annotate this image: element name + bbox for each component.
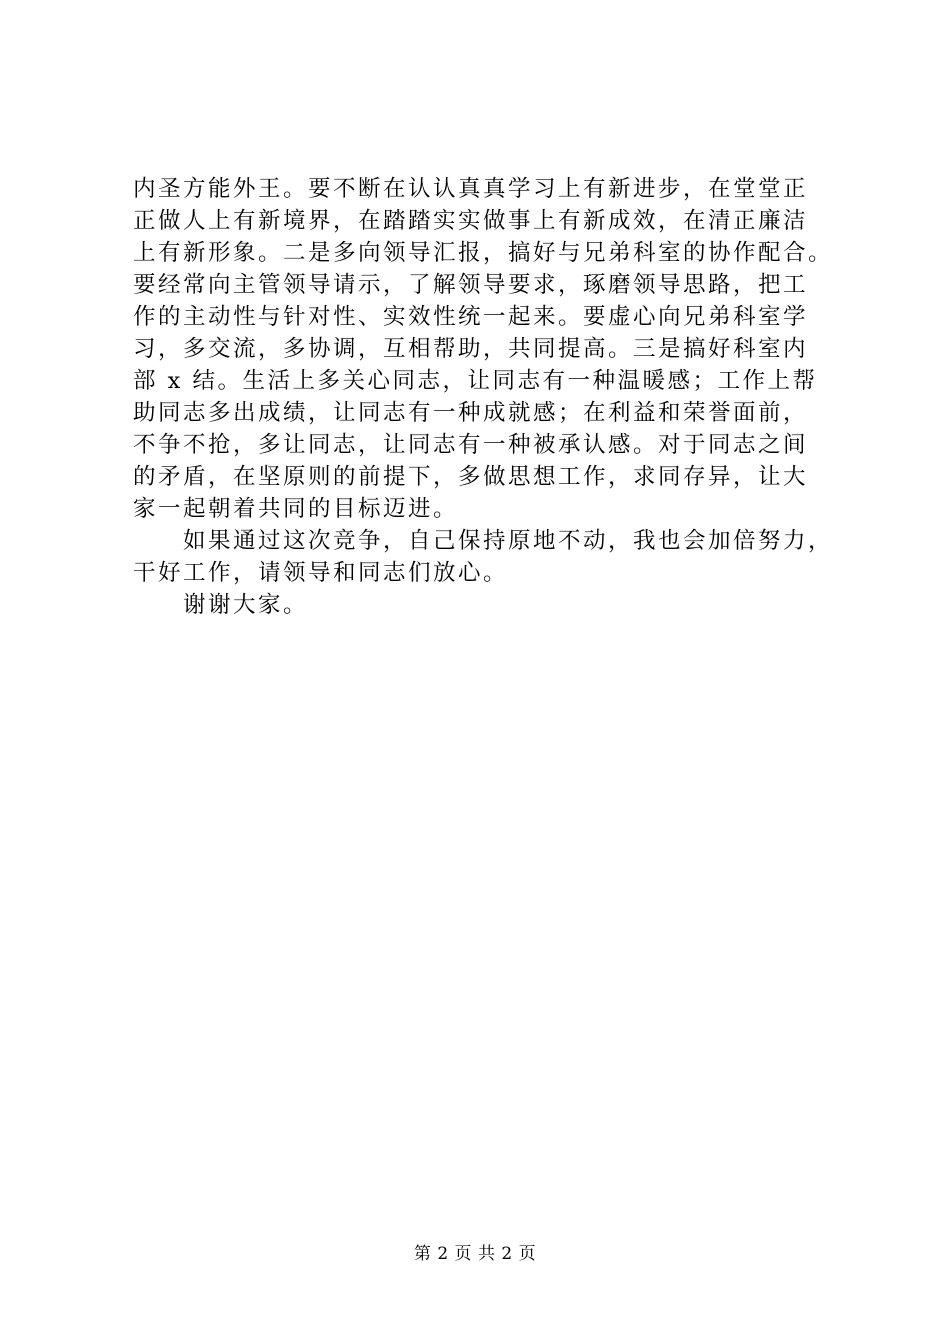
text-line: 习，多交流，多协调，互相帮助，共同提高。三是搞好科室内 bbox=[133, 336, 809, 362]
text-line: 正做人上有新境界，在踏踏实实做事上有新成效，在清正廉洁 bbox=[133, 208, 809, 234]
text-line: 干好工作，请领导和同志们放心。 bbox=[133, 560, 509, 586]
text-line: 上有新形象。二是多向领导汇报，搞好与兄弟科室的协作配合。 bbox=[133, 240, 834, 266]
text-line: 如果通过这次竞争，自己保持原地不动，我也会加倍努力， bbox=[133, 528, 834, 554]
text-line: 作的主动性与针对性、实效性统一起来。要虚心向兄弟科室学 bbox=[133, 304, 809, 330]
text-line: 不争不抢，多让同志，让同志有一种被承认感。对于同志之间 bbox=[133, 432, 809, 458]
text-line: 的矛盾，在坚原则的前提下，多做思想工作，求同存异，让大 bbox=[133, 464, 809, 490]
text-line: 谢谢大家。 bbox=[133, 592, 309, 618]
text-line: 家一起朝着共同的目标迈进。 bbox=[133, 496, 459, 522]
page-number: 第 2 页 共 2 页 bbox=[413, 1244, 537, 1264]
text-line: 要经常向主管领导请示，了解领导要求，琢磨领导思路，把工 bbox=[133, 272, 809, 298]
body-text bbox=[133, 173, 853, 621]
text-line: 部 x 结。生活上多关心同志，让同志有一种温暖感；工作上帮 bbox=[133, 368, 818, 394]
text-line: 内圣方能外王。要不断在认认真真学习上有新进步，在堂堂正 bbox=[133, 176, 809, 202]
text-line: 助同志多出成绩，让同志有一种成就感；在利益和荣誉面前， bbox=[133, 400, 809, 426]
page-footer bbox=[0, 1243, 950, 1265]
